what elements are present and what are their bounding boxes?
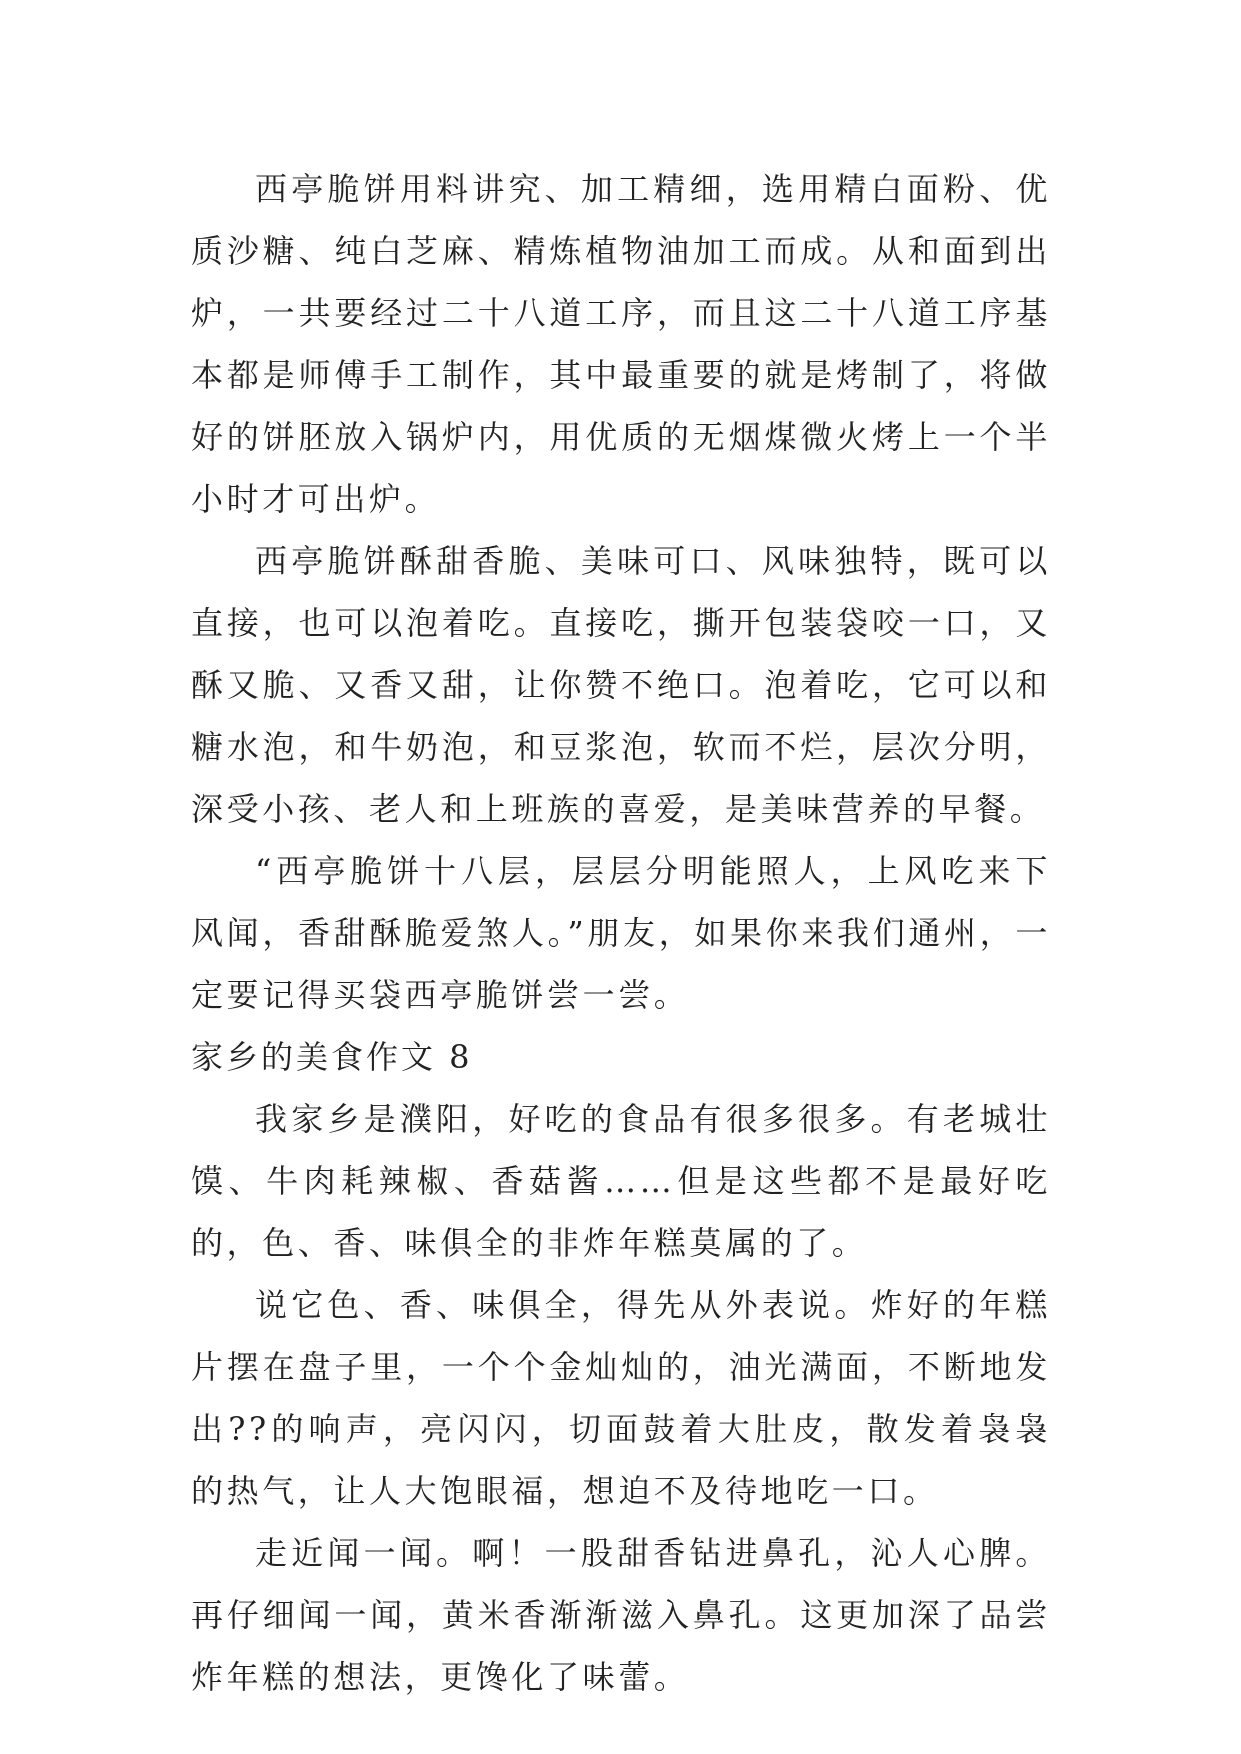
paragraph: 我家乡是濮阳，好吃的食品有很多很多。有老城壮馍、牛肉耗辣椒、香菇酱……但是这些都不是最好吃的，色、香、味俱全的非炸年糕莫属的了。: [191, 1100, 1051, 1262]
document-body: [191, 158, 1051, 1708]
paragraph: 走近闻一闻。啊！一股甜香钻进鼻孔，沁人心脾。再仔细闻一闻，黄米香渐渐滋入鼻孔。这更加深了品尝炸年糕的想法，更馋化了味蕾。: [191, 1534, 1051, 1696]
section-title: 家乡的美食作文 8: [191, 1038, 473, 1076]
paragraph: “西亭脆饼十八层，层层分明能照人，上风吃来下风闻，香甜酥脆爱煞人。”朋友，如果你来我们通州，一定要记得买袋西亭脆饼尝一尝。: [191, 852, 1051, 1014]
paragraph: 说它色、香、味俱全，得先从外表说。炸好的年糕片摆在盘子里，一个个金灿灿的，油光满面，不断地发出??的响声，亮闪闪，切面鼓着大肚皮，散发着袅袅的热气，让人大饱眼福，想迫不及待地吃一口。: [191, 1286, 1051, 1510]
paragraph: 西亭脆饼用料讲究、加工精细，选用精白面粉、优质沙糖、纯白芝麻、精炼植物油加工而成。从和面到出炉，一共要经过二十八道工序，而且这二十八道工序基本都是师傅手工制作，其中最重要的就是烤制了，将做好的饼胚放入锅炉内，用优质的无烟煤微火烤上一个半小时才可出炉。: [191, 170, 1051, 518]
paragraph: 西亭脆饼酥甜香脆、美味可口、风味独特，既可以直接，也可以泡着吃。直接吃，撕开包装袋咬一口，又酥又脆、又香又甜，让你赞不绝口。泡着吃，它可以和糖水泡，和牛奶泡，和豆浆泡，软而不烂，层次分明，深受小孩、老人和上班族的喜爱，是美味营养的早餐。: [191, 542, 1051, 828]
